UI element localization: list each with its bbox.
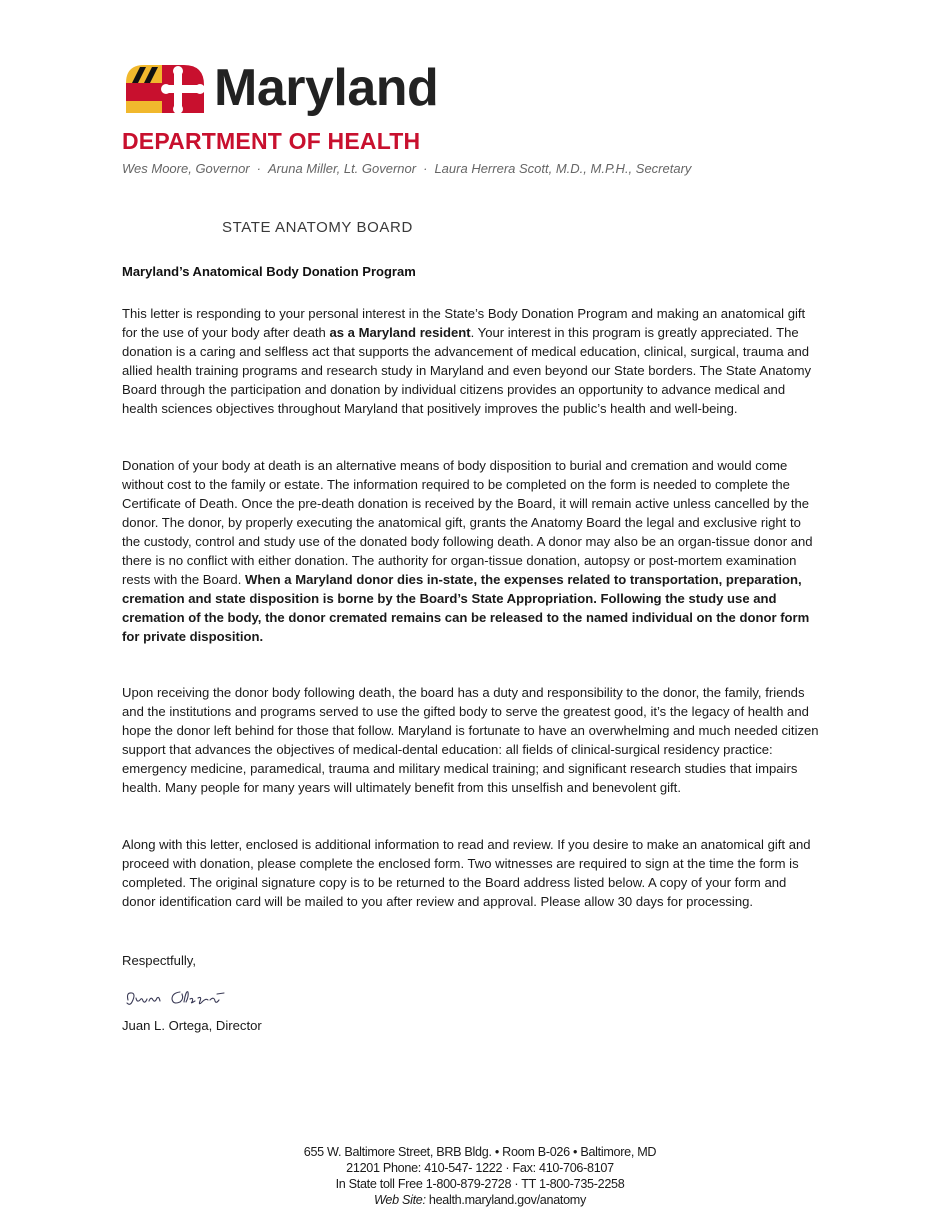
footer-address: 655 W. Baltimore Street, BRB Bldg. • Room B-026 • Baltimore, MD bbox=[303, 1145, 657, 1159]
paragraph-emphasis: When a Maryland donor dies in-state, the expenses related to transportation, preparation, cremation and state disposition is borne by the Board’s State Appropriation. Following the study use and cremation of the body, the donor cremated remains can be released to the named individual on the donor form for private disposition. bbox=[122, 572, 810, 644]
handwritten-signature bbox=[122, 984, 240, 1010]
officials-line bbox=[122, 161, 691, 176]
officials-separator: · bbox=[423, 161, 428, 176]
paragraph-text: This letter is responding to your personal interest in the State’s Body Donation Program and making an anatomical gift for the use of your body after death bbox=[122, 306, 806, 340]
website-link[interactable]: health.maryland.gov/anatomy bbox=[428, 1193, 586, 1207]
official-secretary: Laura Herrera Scott, M.D., M.P.H., Secretary bbox=[434, 161, 692, 176]
footer-website bbox=[220, 1192, 740, 1208]
official-lt-governor: Aruna Miller, Lt. Governor bbox=[267, 161, 417, 176]
maryland-wordmark: Maryland bbox=[214, 59, 439, 117]
paragraph-emphasis: as a Maryland resident bbox=[329, 325, 471, 340]
officials-separator: · bbox=[256, 161, 261, 176]
paragraph-text: . Your interest in this program is greatly appreciated. The donation is a caring and selfless act that supports the advancement of medical education, clinical, surgical, trauma and allied health training programs and research study in Maryland and even beyond our State borders. The State Anatomy Board through the participation and donation by individual citizens provides an opportunity to advance medical and health sciences objectives throughout Maryland that positively improves the public’s health and well-being. bbox=[122, 325, 812, 416]
footer-tollfree: In State toll Free 1-800-879-2728 · TT 1-800-735-2258 bbox=[335, 1177, 625, 1191]
program-title: Maryland’s Anatomical Body Donation Program bbox=[122, 264, 416, 279]
maryland-logo bbox=[122, 56, 438, 120]
footer-phone: 21201 Phone: 410-547- 1222 · Fax: 410-706-8107 bbox=[346, 1161, 614, 1175]
department-name: DEPARTMENT OF HEALTH bbox=[122, 128, 421, 154]
closing-salutation: Respectfully, bbox=[122, 953, 196, 968]
paragraph-text: Donation of your body at death is an alternative means of body disposition to burial and cremation and would come without cost to the family or estate. The information required to be completed on the form is needed to complete the Certificate of Death. Once the pre-death donation is received by the Board, it will remain active unless cancelled by the donor. The donor, by properly executing the anatomical gift, grants the Anatomy Board the legal and exclusive right to the custody, control and study use of the donated body following death. A donor may also be an organ-tissue donor and there is no conflict with either donation. The authority for organ-tissue donation, autopsy or post-mortem examination rests with the Board. bbox=[122, 458, 813, 587]
paragraph-intro bbox=[122, 304, 822, 418]
website-label: Web Site: bbox=[374, 1193, 426, 1207]
board-title: STATE ANATOMY BOARD bbox=[222, 219, 413, 236]
signer-name: Juan L. Ortega, Director bbox=[122, 1018, 262, 1033]
official-governor: Wes Moore, Governor bbox=[122, 161, 250, 176]
footer-contact bbox=[220, 1144, 740, 1208]
maryland-flag-icon bbox=[122, 59, 208, 117]
paragraph-instructions: Along with this letter, enclosed is additional information to read and review. If you desire to make an anatomical gift and proceed with donation, please complete the enclosed form. Two witnesses are required to sign at the time the form is completed. The original signature copy is to be returned to the Board address listed below. A copy of your form and donor identification card will be mailed to you after review and approval. Please allow 30 days for processing. bbox=[122, 837, 811, 909]
paragraph-donation-details bbox=[122, 456, 822, 646]
paragraph-duty: Upon receiving the donor body following death, the board has a duty and responsibility to the donor, the family, friends and the institutions and programs served to use the gifted body to serve the greatest good, it’s the legacy of health and hope the donor left behind for those that follow. Maryland is fortunate to have an overwhelming and much needed citizen support that advances the objectives of medical-dental education: all fields of clinical-surgical residency practice: emergency medicine, paramedical, trauma and military medical training; and significant research studies that impairs health. Many people for many years will ultimately benefit from this unselfish and benevolent gift. bbox=[122, 685, 819, 795]
